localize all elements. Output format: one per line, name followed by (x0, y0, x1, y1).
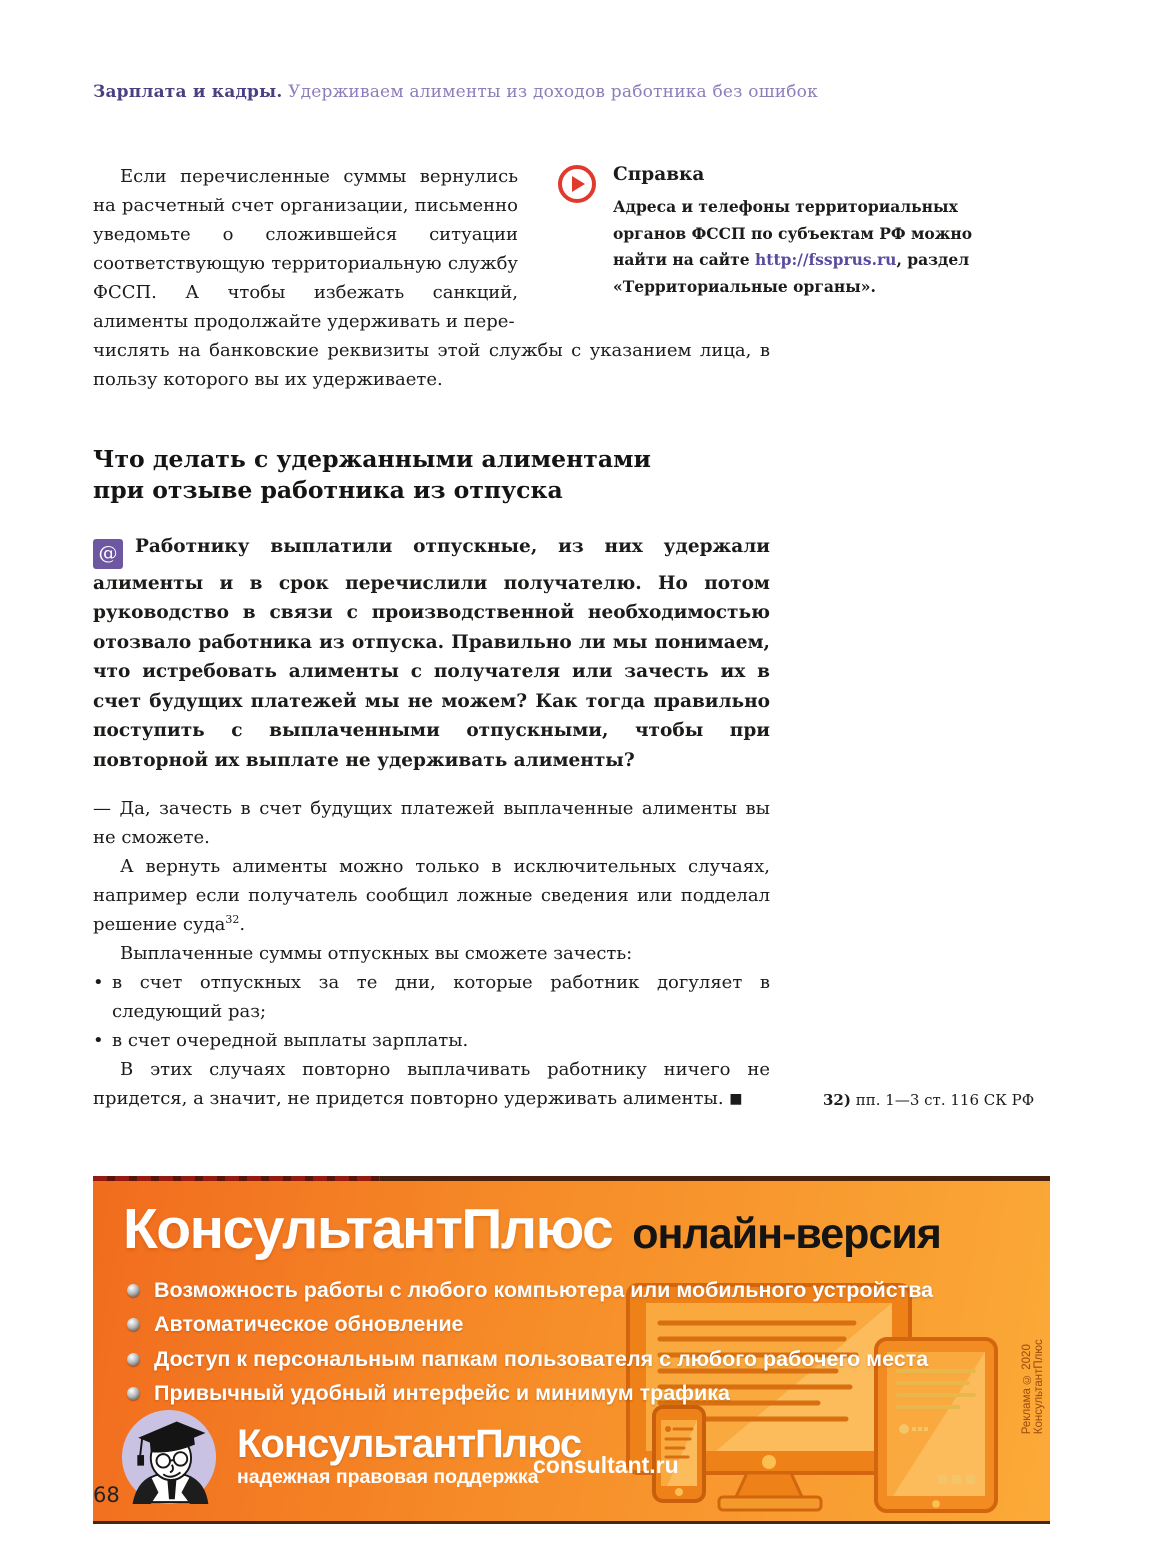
page-number: 68 (93, 1483, 120, 1507)
options-list (93, 968, 770, 1055)
feature-text: Привычный удобный интерфейс и минимум трафика (154, 1381, 730, 1406)
ad-copyright-note: Реклама © 2020 КонсультантПлюс (1021, 1339, 1045, 1435)
logo-texts (237, 1424, 581, 1489)
header-article-title: Удерживаем алименты из доходов работника без ошибок (282, 82, 818, 102)
section-heading-line1: Что делать с удержанными алиментами (93, 445, 651, 473)
banner-title: КонсультантПлюс (123, 1196, 613, 1261)
answer-paragraph-3: Выплаченные суммы отпускных вы сможете зачесть: (120, 942, 633, 964)
reference-title: Справка (613, 164, 705, 185)
play-icon (558, 165, 596, 203)
banner-logo-row (121, 1409, 581, 1505)
feature-text: Автоматическое обновление (154, 1312, 464, 1337)
logo-subtitle: надежная правовая поддержка (237, 1466, 539, 1489)
list-item: • в счет отпускных за те дни, которые работник догуляет в следующий раз; (93, 968, 770, 1026)
answer-paragraph-2-end: . (239, 913, 246, 935)
feature-item (127, 1278, 1050, 1303)
bullet-sphere-icon (127, 1284, 140, 1297)
banner-title-row (123, 1196, 1050, 1262)
banner-features (127, 1278, 1050, 1407)
feature-item (127, 1381, 1050, 1406)
intro-paragraph-continuation: числять на банковские реквизиты этой службы с указанием лица, в пользу которого вы их удерживаете. (93, 340, 770, 390)
consultant-plus-ad-banner (93, 1176, 1050, 1524)
reference-text (613, 194, 1008, 300)
section-heading-line2: при отзыве работника из отпуска (93, 476, 563, 504)
header-section-label: Зарплата и кадры. (93, 82, 283, 102)
bullet-sphere-icon (127, 1318, 140, 1331)
final-paragraph-wrap (93, 1055, 770, 1114)
answer-block (93, 794, 770, 1055)
consultant-professor-logo (121, 1409, 217, 1505)
end-square-mark: ■ (729, 1090, 743, 1107)
footnote-reference-mark: 32 (225, 912, 240, 926)
list-item: • в счет очередной выплаты зарплаты. (93, 1026, 770, 1055)
banner-subtitle: онлайн-версия (632, 1209, 941, 1258)
answer-paragraph-2 (93, 852, 770, 939)
footnote (823, 1091, 1038, 1110)
reference-content (613, 162, 1008, 336)
question-text: Работнику выплатили отпускные, из них удержали алименты и в срок перечислили получателю. Но потом руководство в связи с производственной необходимостью отозвало работника из отпуска. Правильно ли мы понимаем, что истребовать алименты с получателя или зачесть их в счет будущих платежей мы не можем? Как тогда правильно поступить с выплаченными отпускными, чтобы при повторной их выплате не удерживать алименты? (93, 536, 770, 771)
footnote-text: пп. 1—3 ст. 116 СК РФ (850, 1090, 1035, 1109)
fssprus-link[interactable]: http://fssprus.ru (755, 250, 897, 269)
final-row (93, 1055, 1050, 1114)
feature-text: Возможность работы с любого компьютера или мобильного устройства (154, 1277, 934, 1302)
question-paragraph (93, 532, 770, 775)
reference-text-before: Адреса и телефоны территориальных органов ФССП по субъектам РФ можно найти на сайте (613, 197, 973, 269)
reference-text-after: , раздел «Территориальные органы». (613, 250, 970, 296)
logo-title: КонсультантПлюс (237, 1422, 582, 1467)
at-icon: @ (93, 539, 123, 569)
answer-paragraph-1: — Да, зачесть в счет будущих платежей выплаченные алименты вы не сможете. (93, 797, 770, 848)
reference-box (558, 162, 1028, 336)
bullet-sphere-icon (127, 1387, 140, 1400)
answer-paragraph-2-text: А вернуть алименты можно только в исключительных случаях, например если получатель сообщил ложные сведения или подделал решение суда (93, 855, 770, 935)
intro-row (93, 162, 1050, 336)
banner-top-strip-marks (93, 1176, 380, 1181)
section-heading (93, 444, 1050, 506)
feature-text: Доступ к персональным папкам пользователя с любого рабочего места (154, 1346, 929, 1371)
banner-top-strip (93, 1176, 1050, 1181)
intro-paragraph: Если перечисленные суммы вернулись на расчетный счет организации, письменно уведомьте о сложившейся ситуации соответствующую территориальную службу ФССП. А чтобы избежать санкций, алименты продолжайте удерживать и пере- (93, 166, 518, 332)
page-header (93, 82, 1050, 102)
banner-url: consultant.ru (533, 1451, 679, 1478)
page-content (93, 0, 1050, 1524)
feature-item (127, 1347, 1050, 1372)
feature-item (127, 1312, 1050, 1337)
bullet-sphere-icon (127, 1353, 140, 1366)
final-paragraph-text: В этих случаях повторно выплачивать работнику ничего не придется, а значит, не придется повторно удерживать алименты. (93, 1058, 770, 1109)
final-paragraph (93, 1055, 770, 1114)
footnote-number: 32) (823, 1090, 851, 1109)
